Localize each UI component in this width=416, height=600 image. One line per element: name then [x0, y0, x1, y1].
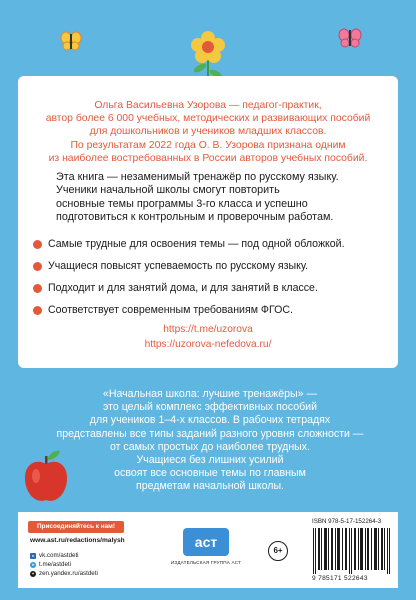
intro-line: Ученики начальной школы смогут повторить — [56, 184, 280, 197]
butterfly-icon — [338, 26, 362, 50]
intro-line: Эта книга — незаменимый тренажёр по русскому языку. — [56, 171, 339, 183]
publisher-logo: аст — [183, 528, 229, 556]
series-line: это целый комплекс эффективных пособий — [102, 401, 318, 414]
series-line: от самых простых до наиболее трудных. — [109, 440, 311, 453]
butterfly-icon — [60, 30, 82, 52]
author-line: Ольга Васильевна Узорова — педагог-практик, — [94, 100, 322, 111]
series-description — [40, 388, 380, 494]
author-line: По результатам 2022 года О. В. Узорова признана одним — [70, 139, 346, 151]
feature-text: Соответствует современным требованиям ФГОС. — [48, 304, 293, 316]
zen-icon: ✦ — [31, 571, 35, 576]
author-line: для дошкольников и учеников младших классов. — [89, 126, 327, 138]
list-item — [30, 304, 390, 317]
publisher-name: ИЗДАТЕЛЬСКАЯ ГРУППА АСТ — [170, 560, 242, 565]
feature-list — [30, 238, 390, 326]
author-line: из наиболее востребованных в России авторов учебных пособий. — [48, 152, 368, 164]
series-line: освоят все основные темы по главным — [114, 467, 306, 480]
social-row-telegram[interactable] — [30, 560, 98, 569]
book-intro — [56, 171, 376, 225]
age-rating-badge: 6+ — [268, 541, 288, 561]
author-links — [18, 322, 398, 352]
vk-icon: в — [31, 552, 35, 558]
intro-line: основные темы программы 3-го класса и успешно — [56, 197, 308, 210]
barcode-number: 9 785171 522643 — [312, 575, 368, 582]
feature-text: Учащиеся повысят успеваемость по русскому языку. — [48, 260, 309, 272]
feature-text: Самые трудные для освоения темы — под одной обложкой. — [48, 238, 345, 250]
barcode — [312, 528, 392, 574]
website-link[interactable]: https://uzorova-nefedova.ru/ — [144, 339, 272, 350]
publisher-website[interactable]: www.ast.ru/redactions/malysh — [30, 537, 125, 544]
series-line: для учеников 1–4-х классов. В рабочих тетрадях — [89, 414, 331, 427]
telegram-icon: ➤ — [31, 561, 35, 567]
social-link: zen.yandex.ru/astdeti — [39, 570, 98, 578]
series-line: предметам начальной школы. — [135, 480, 285, 493]
bullet-icon — [33, 284, 42, 293]
list-item — [30, 260, 390, 273]
bullet-icon — [33, 262, 42, 271]
bullet-icon — [33, 240, 42, 249]
social-row-vk[interactable] — [30, 551, 98, 560]
author-line: автор более 6 000 учебных, методических и развивающих пособий — [45, 113, 371, 125]
join-us-badge: Присоединяйтесь к нам! — [28, 521, 124, 533]
social-row-zen[interactable] — [30, 569, 98, 578]
bullet-icon — [33, 306, 42, 315]
apple-icon — [20, 448, 72, 506]
social-link: t.me/astdeti — [39, 561, 71, 569]
intro-line: подготовиться к контрольным и проверочным работам. — [56, 211, 334, 224]
list-item — [30, 282, 390, 295]
series-line: Учащиеся без лишних усилий — [136, 454, 284, 467]
isbn-text: ISBN 978-5-17-152264-3 — [312, 518, 382, 525]
telegram-link[interactable]: https://t.me/uzorova — [163, 324, 253, 335]
author-blurb — [18, 99, 398, 165]
social-links — [30, 551, 98, 579]
series-line: представлены все типы заданий разного уровня сложности — — [56, 427, 364, 440]
social-link: vk.com/astdeti — [39, 552, 79, 559]
publisher-block — [168, 528, 244, 565]
feature-text: Подходит и для занятий дома, и для занятий в классе. — [48, 282, 318, 294]
list-item — [30, 238, 390, 251]
series-line: «Начальная школа: лучшие тренажёры» — — [102, 388, 318, 400]
